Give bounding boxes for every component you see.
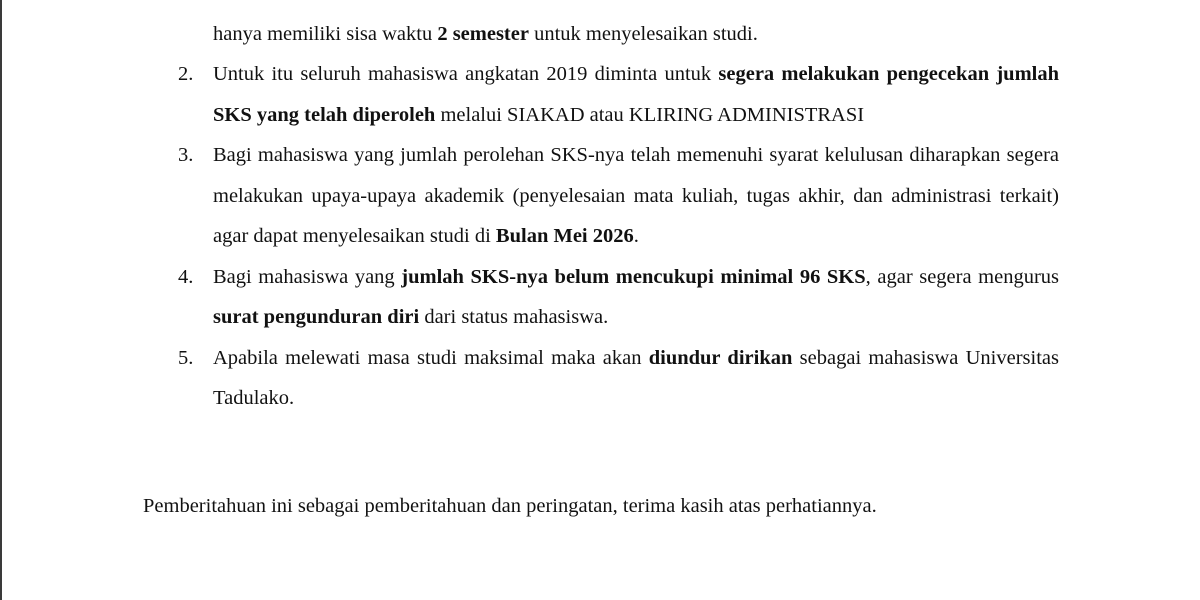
item-1-continuation — [213, 14, 1059, 55]
list-item — [0, 338, 1200, 419]
text-segment: Bagi mahasiswa yang jumlah perolehan SKS-nya telah memenuhi syarat kelulusan diharapkan segera melakukan upaya-upaya akademik (penyelesaian mata kuliah, tugas akhir, dan administrasi terkait) agar dapat menyelesaikan studi di — [213, 144, 1059, 247]
numbered-notice-list — [0, 54, 1200, 419]
continuation-text-bold: 2 semester — [437, 23, 529, 45]
text-segment: dari status mahasiswa. — [419, 306, 609, 328]
list-item-number: 3. — [178, 144, 194, 166]
list-item-text — [213, 135, 1059, 257]
text-segment: melalui SIAKAD atau KLIRING ADMINISTRASI — [435, 103, 865, 126]
text-segment: Untuk itu seluruh mahasiswa angkatan 2019 diminta untuk — [213, 63, 719, 85]
bold-text-segment: segera melakukan pengecekan jumlah SKS yang telah diperoleh — [213, 63, 1059, 126]
list-item — [0, 257, 1200, 338]
text-segment: Bagi mahasiswa yang — [213, 265, 402, 288]
bold-text-segment: surat pengunduran diri — [213, 306, 420, 328]
cut-off-previous-line — [795, 0, 821, 11]
list-item — [0, 135, 1200, 257]
text-segment: , agar segera mengurus — [865, 265, 1060, 288]
closing-paragraph: Pemberitahuan ini sebagai pemberitahuan dan peringatan, terima kasih atas perhatiannya. — [143, 495, 877, 517]
list-item-number: 5. — [178, 346, 194, 369]
continuation-text-after: untuk menyelesaikan studi. — [528, 23, 758, 45]
bold-text-segment: jumlah SKS-nya belum mencukupi minimal 96 SKS — [401, 265, 866, 288]
bold-text-segment: Bulan Mei 2026 — [495, 225, 634, 247]
list-item-text — [213, 54, 1059, 135]
text-segment: sebagai mahasiswa Universitas Tadulako. — [213, 346, 1059, 409]
continuation-text-before: hanya memiliki sisa waktu — [213, 23, 438, 45]
list-item-text — [213, 338, 1059, 419]
text-segment: Apabila melewati masa studi maksimal maka akan — [213, 346, 649, 369]
list-item-number: 2. — [178, 63, 194, 85]
bold-text-segment: diundur dirikan — [648, 346, 793, 369]
list-item — [0, 54, 1200, 135]
text-segment: . — [633, 225, 639, 247]
list-item-number: 4. — [178, 265, 194, 288]
list-item-text — [213, 257, 1059, 338]
